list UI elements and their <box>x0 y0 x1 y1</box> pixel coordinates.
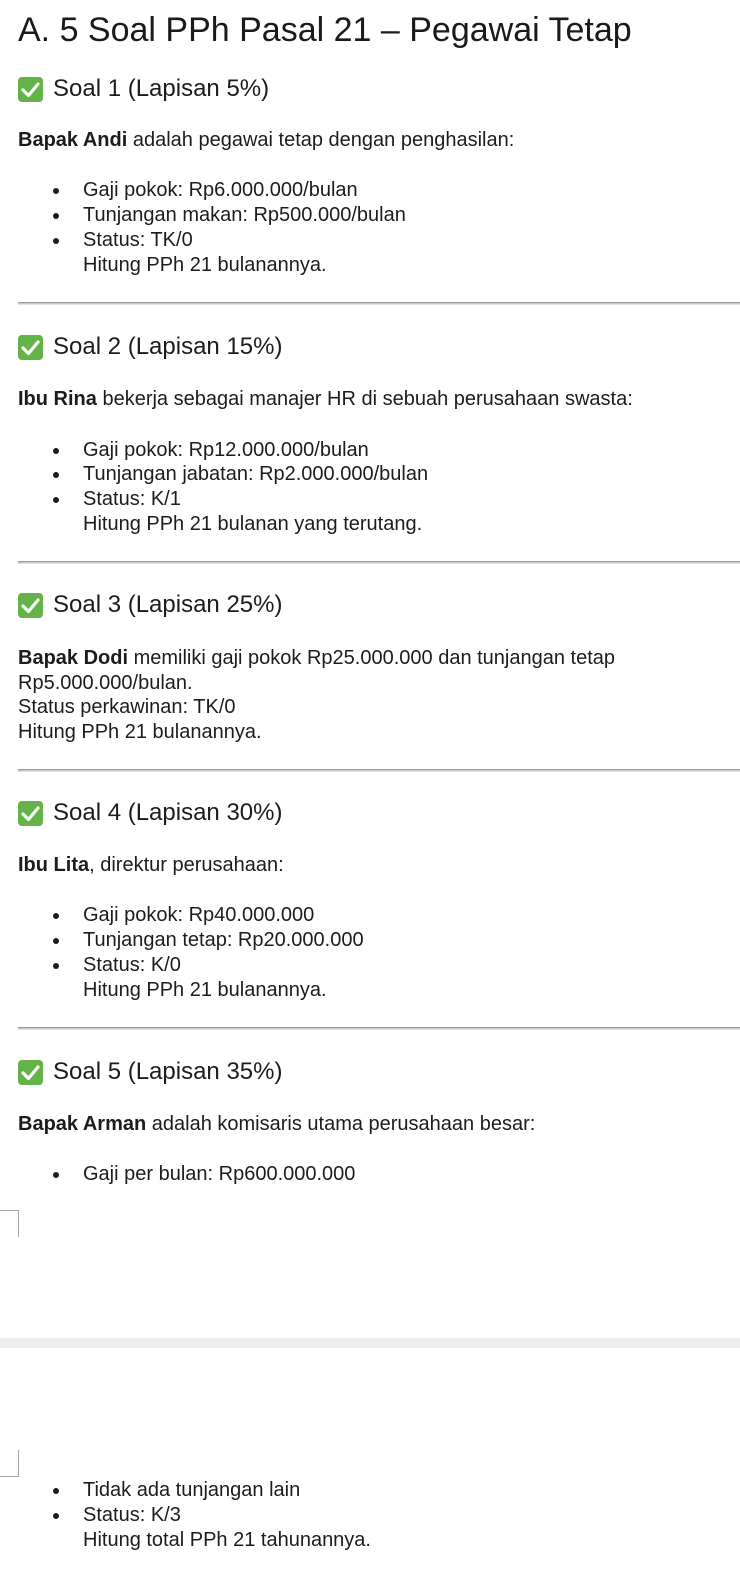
list-item: Gaji pokok: Rp6.000.000/bulan <box>83 179 358 201</box>
check-mark-icon <box>18 593 43 618</box>
intro-text: memiliki gaji pokok Rp25.000.000 dan tunjangan tetap <box>128 647 616 669</box>
list-item: Status: K/3 <box>83 1504 181 1526</box>
question-1-intro <box>18 128 514 153</box>
question-5-heading-text: Soal 5 (Lapisan 35%) <box>53 1058 283 1085</box>
intro-text: adalah komisaris utama perusahaan besar: <box>146 1113 536 1135</box>
list-item: Status: K/1 <box>83 488 181 510</box>
question-3-heading <box>18 589 282 621</box>
list-item: Gaji per bulan: Rp600.000.000 <box>83 1163 356 1185</box>
person-name: Bapak Andi <box>18 129 128 151</box>
person-name: Bapak Dodi <box>18 647 129 669</box>
list-item: Tunjangan jabatan: Rp2.000.000/bulan <box>83 463 429 485</box>
divider <box>18 769 740 772</box>
question-3-intro <box>18 646 615 671</box>
text-line: Rp5.000.000/bulan. <box>18 672 193 694</box>
question-2-task: Hitung PPh 21 bulanan yang terutang. <box>83 513 423 535</box>
intro-text: adalah pegawai tetap dengan penghasilan: <box>127 129 515 151</box>
list-item: Tunjangan makan: Rp500.000/bulan <box>83 204 406 226</box>
divider <box>18 561 740 564</box>
check-mark-icon <box>18 335 43 360</box>
question-4-heading <box>18 797 282 829</box>
page-corner-marker <box>0 1210 19 1237</box>
list-item: Status: TK/0 <box>83 229 193 251</box>
intro-text: , direktur perusahaan: <box>89 854 284 876</box>
text-line: Status perkawinan: TK/0 <box>18 696 236 718</box>
question-5-intro <box>18 1112 535 1137</box>
question-2-heading <box>18 331 282 363</box>
question-3-heading-text: Soal 3 (Lapisan 25%) <box>53 591 283 618</box>
page-corner-marker <box>0 1450 19 1477</box>
question-1-heading <box>18 73 269 105</box>
question-1-heading-text: Soal 1 (Lapisan 5%) <box>53 75 270 102</box>
check-mark-icon <box>18 1060 43 1085</box>
question-4-task: Hitung PPh 21 bulanannya. <box>83 979 327 1001</box>
list-item: Tidak ada tunjangan lain <box>83 1479 301 1501</box>
question-5-heading <box>18 1056 282 1088</box>
list-item: Tunjangan tetap: Rp20.000.000 <box>83 929 364 951</box>
page-break <box>0 1338 740 1348</box>
question-1-task: Hitung PPh 21 bulanannya. <box>83 254 327 276</box>
question-5-task: Hitung total PPh 21 tahunannya. <box>83 1529 371 1551</box>
divider <box>18 302 740 305</box>
question-2-heading-text: Soal 2 (Lapisan 15%) <box>53 333 283 360</box>
question-2-intro <box>18 387 633 412</box>
person-name: Ibu Lita <box>18 854 90 876</box>
page-title: A. 5 Soal PPh Pasal 21 – Pegawai Tetap <box>18 11 632 49</box>
list-item: Status: K/0 <box>83 954 181 976</box>
divider <box>18 1027 740 1030</box>
question-4-intro <box>18 853 284 878</box>
person-name: Ibu Rina <box>18 388 97 410</box>
list-item: Gaji pokok: Rp40.000.000 <box>83 904 315 926</box>
check-mark-icon <box>18 77 43 102</box>
list-item: Gaji pokok: Rp12.000.000/bulan <box>83 439 369 461</box>
intro-text: bekerja sebagai manajer HR di sebuah perusahaan swasta: <box>96 388 633 410</box>
person-name: Bapak Arman <box>18 1113 147 1135</box>
text-line: Hitung PPh 21 bulanannya. <box>18 721 262 743</box>
question-4-heading-text: Soal 4 (Lapisan 30%) <box>53 799 283 826</box>
check-mark-icon <box>18 801 43 826</box>
